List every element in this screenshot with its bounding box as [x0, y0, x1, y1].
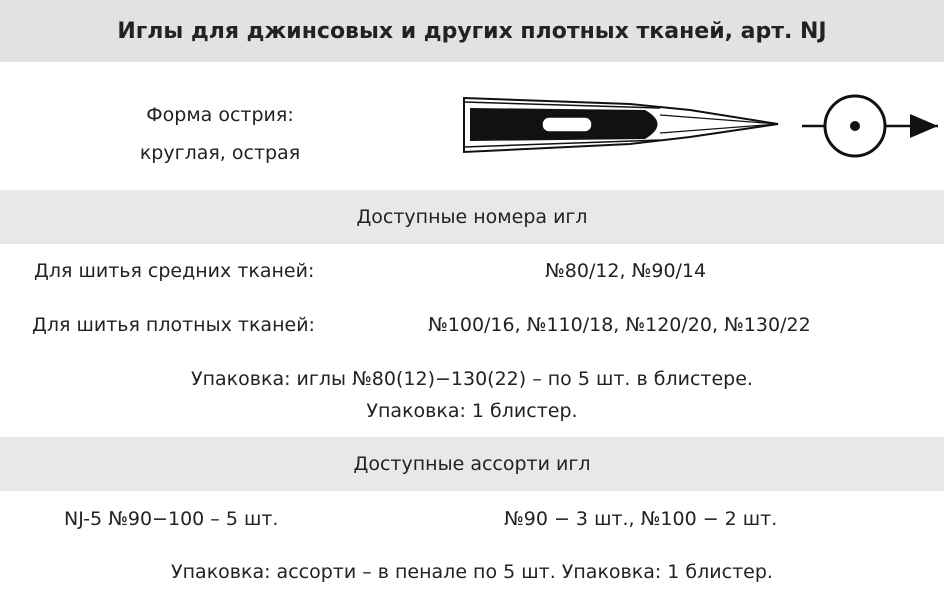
- assort-set-contents: №90 − 3 шт., №100 − 2 шт.: [504, 508, 778, 530]
- title-band: [0, 0, 944, 62]
- medium-fabrics-label: Для шитья средних тканей:: [34, 260, 315, 282]
- sizes-section-band: [0, 190, 944, 244]
- point-shape-info: [100, 96, 340, 172]
- point-shape-label: Форма острия:: [146, 104, 294, 126]
- needle-icon: [464, 98, 778, 152]
- assort-section-band: [0, 437, 944, 491]
- assort-section-heading: Доступные ассорти игл: [353, 453, 591, 475]
- packaging-line-2: Упаковка: 1 блистер.: [366, 400, 578, 422]
- packaging-line-1: Упаковка: иглы №80(12)−130(22) – по 5 шт. в блистере.: [191, 368, 753, 390]
- assort-set-label: NJ-5 №90−100 – 5 шт.: [64, 508, 279, 530]
- assort-packaging: Упаковка: ассорти – в пенале по 5 шт. Упаковка: 1 блистер.: [171, 561, 773, 583]
- heavy-fabrics-sizes: №100/16, №110/18, №120/20, №130/22: [428, 314, 811, 336]
- medium-fabrics-sizes: №80/12, №90/14: [545, 260, 707, 282]
- heavy-fabrics-label: Для шитья плотных тканей:: [32, 314, 315, 336]
- sizes-section-heading: Доступные номера игл: [356, 206, 588, 228]
- round-point-cross-section-icon: [802, 96, 938, 156]
- page-title: Иглы для джинсовых и других плотных тканей, арт. NJ: [117, 18, 827, 44]
- needle-diagram: [460, 88, 940, 168]
- point-shape-value: круглая, острая: [139, 142, 301, 164]
